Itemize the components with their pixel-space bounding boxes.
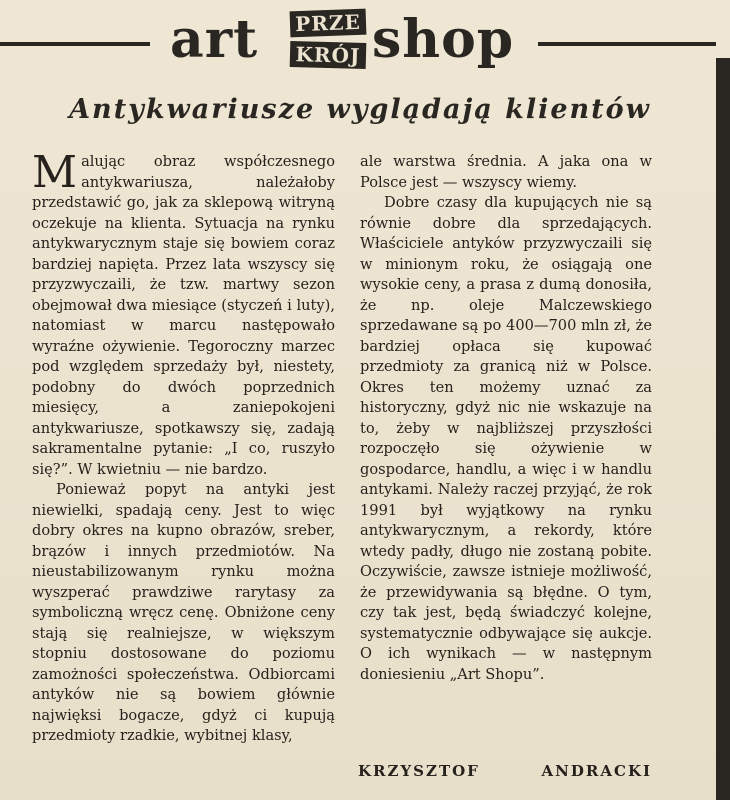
banner-rule-right [538,42,716,46]
section-banner [0,6,716,76]
page-edge-bar [716,58,730,800]
brand-word-shop: shop [372,9,515,70]
stamp-prze: PRZE [290,9,367,38]
banner-rule-left [0,42,150,46]
paragraph-3: Dobre czasy dla kupujących nie są równie dobre dla sprzedających. Właściciele antyków przyzwyczaili się w minionym roku, że osiągają one wysokie ceny, a prasa z dumą donosiła, że np. oleje Malczewskiego sprzedawane są po 400—700 mln zł, że bardziej opłaca się kupować przedmioty za granicą niż w Polsce. Okres ten możemy uznać za historyczny, gdyż nic nie wskazuje na to, żeby w najbliższej przyszłości rozpoczęło się ożywienie w gospodarce, handlu, a więc i w handlu antykami. Należy raczej przyjąć, że rok 1991 był wyjątkowy na rynku antykwarycznym, a rekordy, które wtedy padły, długo nie zostaną pobite. Oczywiście, zawsze istnieje możliwość, że przewidywania są błędne. O tym, czy tak jest, będą świadczyć kolejne, systematycznie odbywające się aukcje. O ich wynikach — w następnym doniesieniu „Art Shopu”. [360,194,652,683]
drop-cap: M [32,147,78,198]
paragraph-2-continued: ale warstwa średnia. A jaka ona w Polsce jest — wszyscy wiemy. [360,153,652,191]
author-last-name: ANDRACKI [541,762,652,780]
article-column-left [32,147,335,747]
article-headline: Antykwariusze wyglądają klientów [69,94,651,125]
brand-word-art: art [170,9,259,70]
author-byline [358,762,652,780]
stamp-kroj: KRÓJ [290,41,367,69]
paragraph-1 [32,147,335,480]
article-column-right [360,152,652,685]
paragraph-1-text: alując obraz współczesnego antykwariusza, należałoby przedstawić go, jak za sklepową witryną oczekuje na klienta. Sytuacja na rynku antykwarycznym staje się bowiem coraz bardziej napięta. Przez lata wszyscy się przyzwyczaili, że tzw. martwy sezon obejmował dwa miesiące (styczeń i luty), natomiast w marcu następowało wyraźne ożywienie. Tegoroczny marzec pod względem sprzedaży był, niestety, podobny do dwóch poprzednich miesięcy, a zaniepokojeni antykwariusze, spotkawszy się, zadają sakramentalne pytanie: „I co, ruszyło się?”. W kwietniu — nie bardzo. [32,153,335,478]
paragraph-2: Ponieważ popyt na antyki jest niewielki, spadają ceny. Jest to więc dobry okres na kupno obrazów, sreber, brązów i innych przedmiotów. Na nieustabilizowanym rynku można wyszperać prawdziwe rarytasy za symboliczną wręcz cenę. Obniżone ceny stają się realniejsze, w większym stopniu dostosowane do poziomu zamożności społeczeństwa. Odbiorcami antyków nie są bowiem głównie najwięksi bogacze, gdyż ci kupują przedmioty rzadkie, wybitnej klasy, [32,481,335,744]
author-first-name: KRZYSZTOF [358,762,480,780]
